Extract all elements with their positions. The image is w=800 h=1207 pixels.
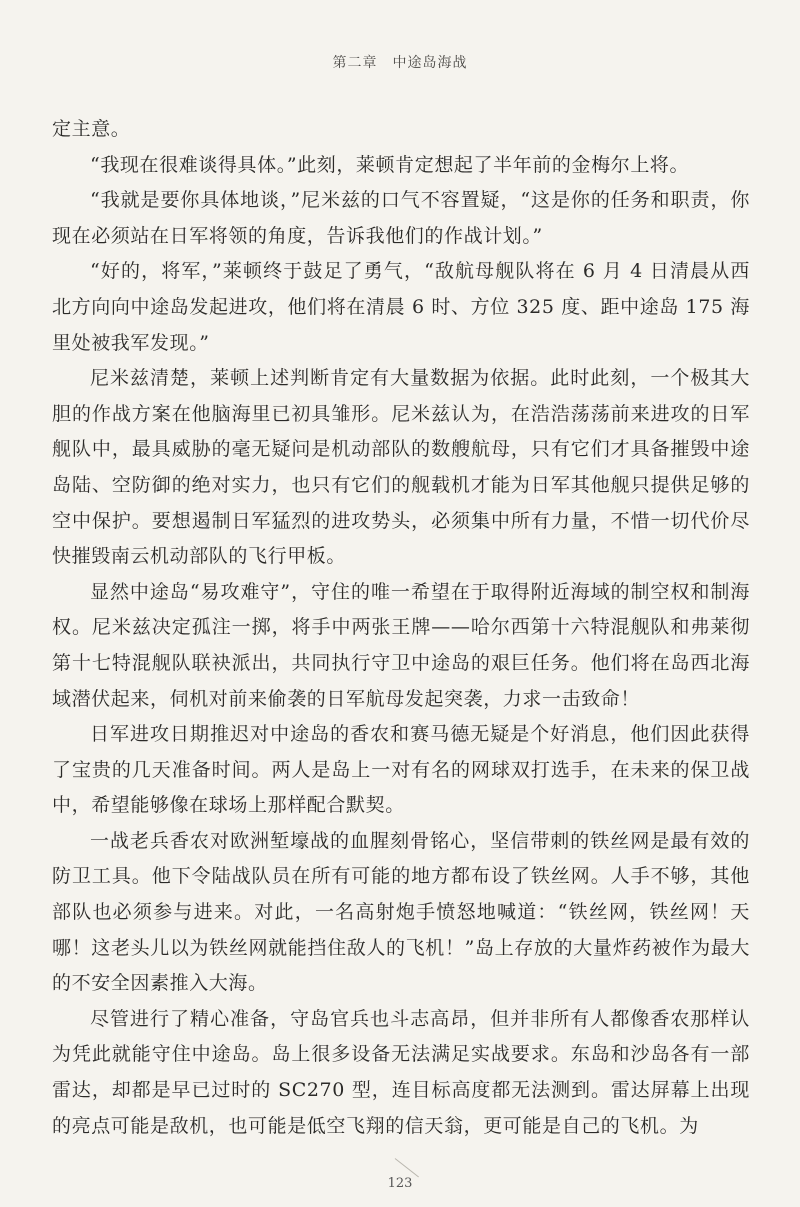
paragraph: 一战老兵香农对欧洲堑壕战的血腥刻骨铭心，坚信带刺的铁丝网是最有效的防卫工具。他下令陆战队员在所有可能的地方都布设了铁丝网。人手不够，其他部队也必须参与进来。对此，一名高射炮手愤怒地喊道：“铁丝网，铁丝网！天哪！这老头儿以为铁丝网就能挡住敌人的飞机！”岛上存放的大量炸药被作为最大的不安全因素推入大海。	[52, 829, 750, 995]
paragraph: “我现在很难谈得具体。”此刻，莱顿肯定想起了半年前的金梅尔上将。	[90, 153, 690, 176]
paragraph: “好的，将军，”莱顿终于鼓足了勇气，“敌航母舰队将在 6 月 4 日清晨从西北方向向中途岛发起进攻，他们将在清晨 6 时、方位 325 度、距中途岛 175 海里处被我军发现。”	[52, 260, 750, 354]
paragraph: 日军进攻日期推迟对中途岛的香农和赛马德无疑是个好消息，他们因此获得了宝贵的几天准备时间。两人是岛上一对有名的网球双打选手，在未来的保卫战中，希望能够像在球场上那样配合默契。	[52, 723, 750, 817]
paragraph: 尽管进行了精心准备，守岛官兵也斗志高昂，但并非所有人都像香农那样认为凭此就能守住中途岛。岛上很多设备无法满足实战要求。东岛和沙岛各有一部雷达，却都是早已过时的 SC270 型，连目标高度都无法测到。雷达屏幕上出现的亮点可能是敌机，也可能是低空飞翔的信天翁，更可能是自己的飞机。为	[52, 1007, 750, 1137]
paragraph-continuation: 定主意。	[52, 118, 131, 140]
page-number: 123	[387, 1176, 413, 1191]
body-text	[52, 112, 750, 1144]
paragraph: “我就是要你具体地谈，”尼米兹的口气不容置疑，“这是你的任务和职责，你现在必须站在日军将领的角度，告诉我他们的作战计划。”	[52, 189, 750, 247]
paragraph: 显然中途岛“易攻难守”，守住的唯一希望在于取得附近海域的制空权和制海权。尼米兹决定孤注一掷，将手中两张王牌——哈尔西第十六特混舰队和弗莱彻第十七特混舰队联袂派出，共同执行守卫中途岛的艰巨任务。他们将在岛西北海域潜伏起来，伺机对前来偷袭的日军航母发起突袭，力求一击致命！	[52, 580, 750, 710]
paragraph: 尼米兹清楚，莱顿上述判断肯定有大量数据为依据。此时此刻，一个极其大胆的作战方案在他脑海里已初具雏形。尼米兹认为，在浩浩荡荡前来进攻的日军舰队中，最具威胁的毫无疑问是机动部队的数艘航母，只有它们才具备摧毁中途岛陆、空防御的绝对实力，也只有它们的舰载机才能为日军其他舰只提供足够的空中保护。要想遏制日军猛烈的进攻势头，必须集中所有力量，不惜一切代价尽快摧毁南云机动部队的飞行甲板。	[52, 367, 750, 568]
scan-mark	[395, 1158, 419, 1177]
running-header: 第二章 中途岛海战	[332, 55, 468, 71]
